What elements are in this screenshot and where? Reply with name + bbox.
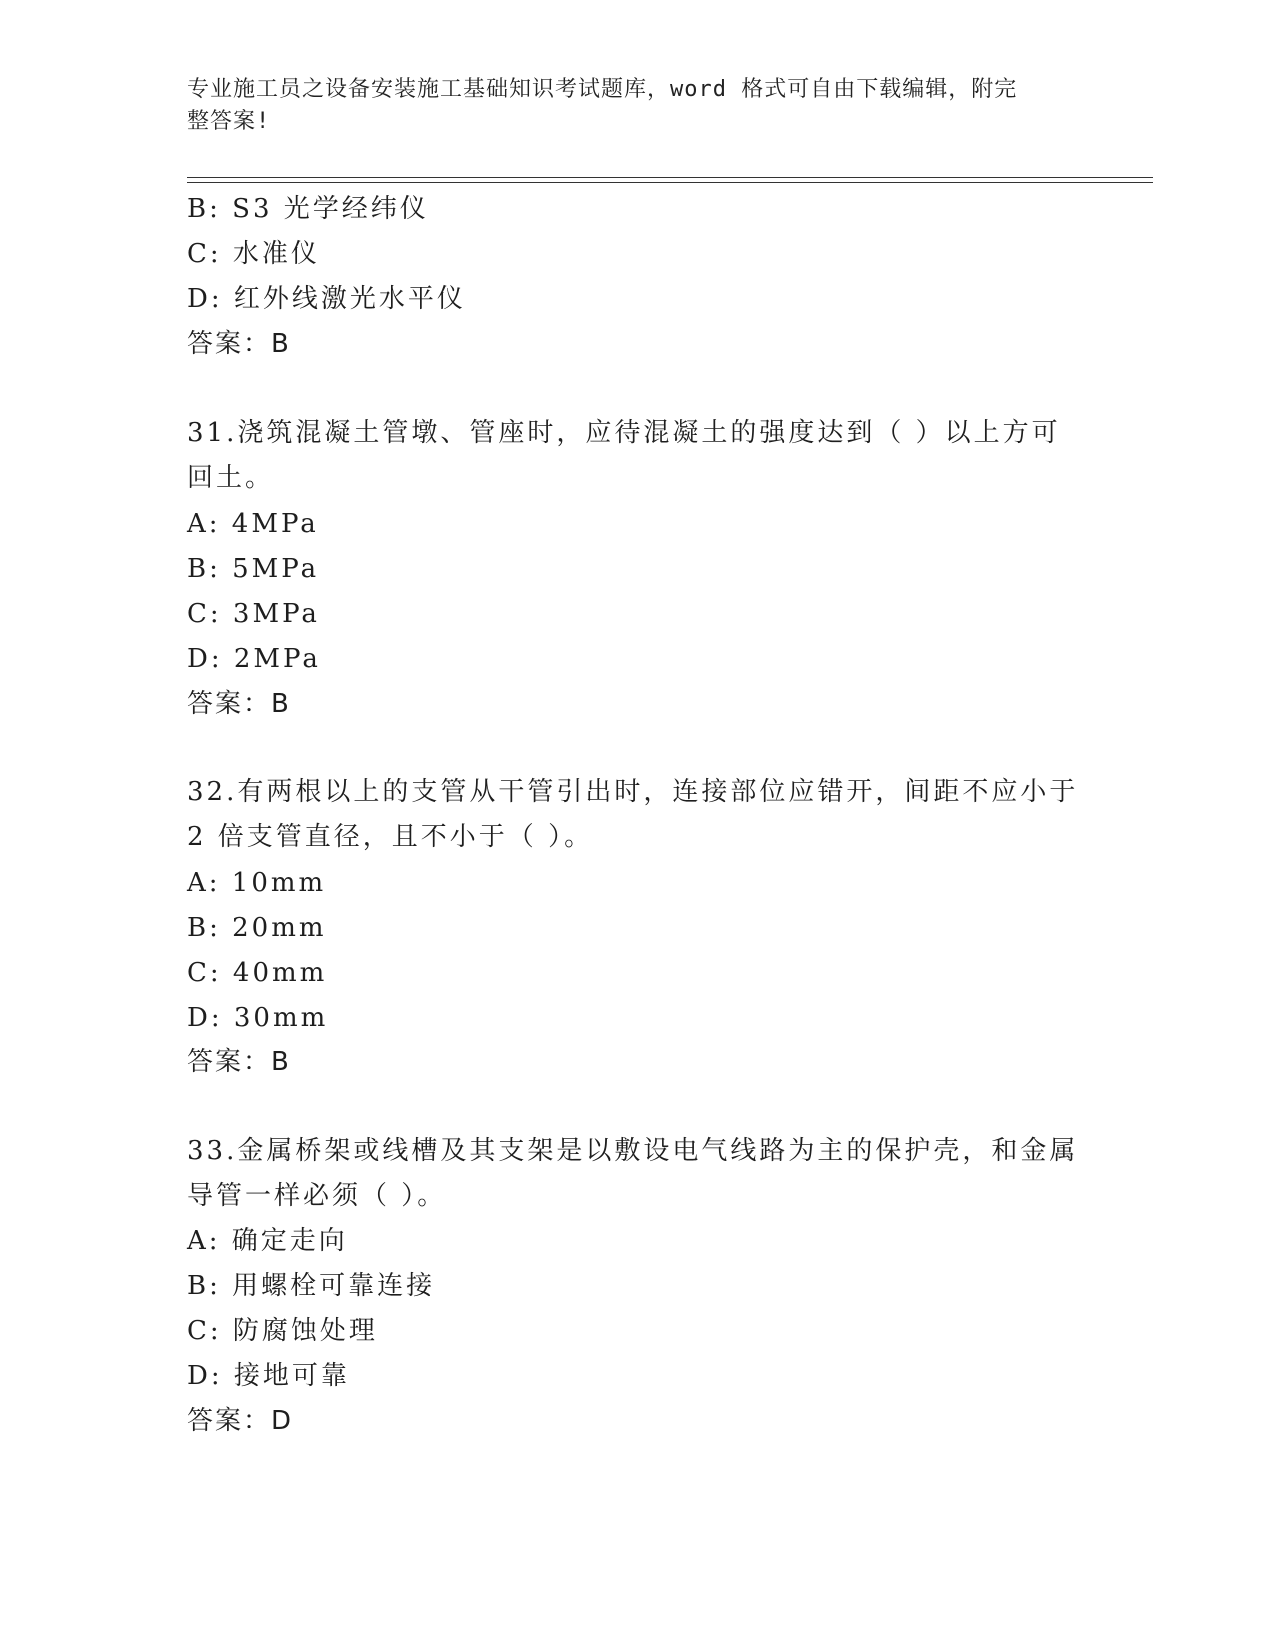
question-33-option-d: D: 接地可靠 [187, 1361, 350, 1391]
question-31-stem-line-2: 回土。 [187, 463, 275, 493]
question-32-stem-line-2: 2 倍支管直径，且不小于（ ）。 [187, 822, 594, 852]
question-31-option-b: B: 5MPa [187, 554, 320, 584]
header-divider-bottom [187, 182, 1153, 183]
header-divider-top [187, 177, 1153, 178]
question-32-option-a: A: 10mm [187, 868, 327, 898]
question-33-stem-line-2: 导管一样必须（ ）。 [187, 1181, 447, 1211]
header-line-1: 专业施工员之设备安装施工基础知识考试题库，word 格式可自由下载编辑，附完 [187, 77, 1018, 102]
option-c: C: 水准仪 [187, 239, 320, 269]
header-line-2: 整答案! [187, 109, 271, 134]
question-32-option-d: D: 30mm [187, 1003, 329, 1033]
question-33-stem-line-1: 33.金属桥架或线槽及其支架是以敷设电气线路为主的保护壳，和金属 [187, 1136, 1079, 1166]
question-31-option-a: A: 4MPa [187, 509, 319, 539]
question-33-answer: 答案：D [187, 1406, 294, 1436]
document-header [187, 74, 1067, 138]
question-31-stem-line-1: 31.浇筑混凝土管墩、管座时，应待混凝土的强度达到（ ）以上方可 [187, 418, 1061, 448]
question-33-option-c: C: 防腐蚀处理 [187, 1316, 378, 1346]
answer-label: 答案：B [187, 329, 291, 359]
option-b: B: S3 光学经纬仪 [187, 194, 429, 224]
question-31-option-d: D: 2MPa [187, 644, 321, 674]
question-31-answer: 答案：B [187, 689, 291, 719]
question-32-answer: 答案：B [187, 1047, 291, 1077]
question-32-option-b: B: 20mm [187, 913, 327, 943]
question-32-stem-line-1: 32.有两根以上的支管从干管引出时，连接部位应错开，间距不应小于 [187, 777, 1079, 807]
question-32-option-c: C: 40mm [187, 958, 328, 988]
option-d: D: 红外线激光水平仪 [187, 284, 466, 314]
question-31-option-c: C: 3MPa [187, 599, 320, 629]
question-33-option-b: B: 用螺栓可靠连接 [187, 1271, 436, 1301]
question-33-option-a: A: 确定走向 [187, 1226, 348, 1256]
